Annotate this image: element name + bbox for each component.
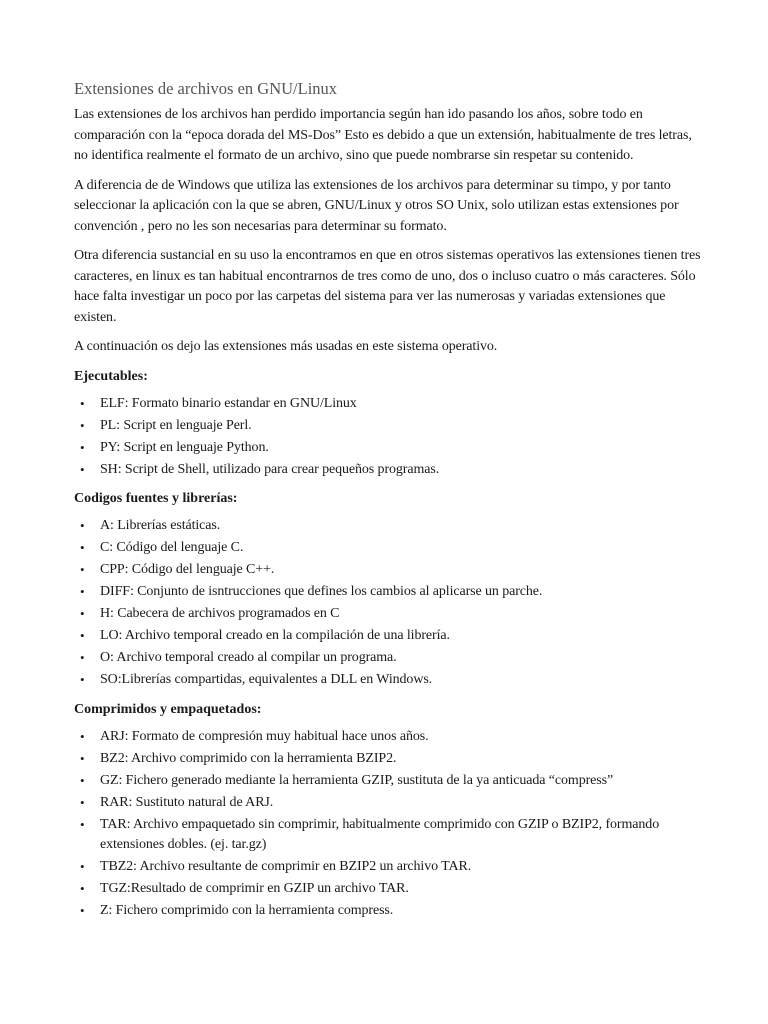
- bullet-icon: •: [80, 439, 85, 455]
- paragraph-character-length: Otra diferencia sustancial en su uso la encontramos en que en otros sistemas operativos las extensiones tienen tres caracteres, en linux es tan habitual encontrarnos de tres como de uno, dos o incluso cuatro o más caracteres. Sólo hace falta investigar un poco por las carpetas del sistema para ver las numerosas y variadas extensiones que existen.: [74, 248, 701, 325]
- bullet-icon: •: [80, 903, 85, 918]
- list-item: • SO:Librerías compartidas, equivalentes a DLL en Windows.: [74, 670, 704, 691]
- list-executables: [74, 394, 704, 481]
- list-item: • GZ: Fichero generado mediante la herramienta GZIP, sustituta de la ya anticuada “compress”: [74, 771, 704, 792]
- list-item: • SH: Script de Shell, utilizado para crear pequeños programas.: [74, 460, 704, 481]
- list-item: • CPP: Código del lenguaje C++.: [74, 560, 704, 581]
- bullet-icon: •: [80, 562, 85, 577]
- document-title: Extensiones de archivos en GNU/Linux: [74, 79, 338, 98]
- section-heading-compressed: Comprimidos y empaquetados:: [74, 701, 262, 717]
- paragraph-windows-comparison: A diferencia de de Windows que utiliza las extensiones de los archivos para determinar su timpo, y por tanto seleccionar la aplicación con la que se abren, GNU/Linux y otros SO Unix, solo utilizan estas extensiones por convención , pero no les son necesarias para determinar su formato.: [74, 177, 679, 234]
- section-heading-executables: Ejecutables:: [74, 368, 148, 384]
- list-item: • TBZ2: Archivo resultante de comprimir en BZIP2 un archivo TAR.: [74, 857, 704, 878]
- list-item: • TAR: Archivo empaquetado sin comprimir, habitualmente comprimido con GZIP o BZIP2, formando extensiones dobles. (ej. tar.gz): [80, 816, 660, 852]
- bullet-icon: •: [80, 772, 85, 788]
- list-item: • DIFF: Conjunto de isntrucciones que defines los cambios al aplicarse un parche.: [74, 582, 704, 603]
- bullet-icon: •: [80, 518, 85, 533]
- bullet-icon: •: [80, 859, 85, 874]
- bullet-icon: •: [80, 728, 85, 744]
- list-item: • H: Cabecera de archivos programados en C: [74, 604, 704, 625]
- bullet-icon: •: [80, 417, 85, 433]
- section-heading-source-code: Codigos fuentes y librerías:: [74, 491, 238, 506]
- bullet-icon: •: [80, 628, 85, 643]
- bullet-icon: •: [80, 650, 85, 665]
- list-item: • BZ2: Archivo comprimido con la herramienta BZIP2.: [74, 749, 704, 770]
- paragraph-list-intro: A continuación os dejo las extensiones más usadas en este sistema operativo.: [74, 339, 498, 354]
- list-item: • TGZ:Resultado de comprimir en GZIP un archivo TAR.: [74, 879, 704, 900]
- list-item: • A: Librerías estáticas.: [74, 516, 704, 537]
- list-compressed: [74, 727, 704, 922]
- list-item: • PY: Script en lenguaje Python.: [74, 438, 704, 459]
- list-item: • O: Archivo temporal creado al compilar un programa.: [74, 648, 704, 669]
- list-item: • PL: Script en lenguaje Perl.: [74, 416, 704, 437]
- list-item: • C: Código del lenguaje C.: [74, 538, 704, 559]
- paragraph-intro: Las extensiones de los archivos han perdido importancia según han ido pasando los años, sobre todo en comparación con la “epoca dorada del MS-Dos” Esto es debido a que un extensión, habitualmente de tres letras, no identifica realmente el formato de un archivo, sino que puede nombrarse sin respetar su contenido.: [74, 107, 692, 163]
- bullet-icon: •: [80, 395, 85, 411]
- bullet-icon: •: [80, 816, 85, 832]
- bullet-icon: •: [80, 606, 85, 621]
- list-item: • ARJ: Formato de compresión muy habitual hace unos años.: [74, 727, 704, 748]
- list-item: • LO: Archivo temporal creado en la compilación de una librería.: [74, 626, 704, 647]
- bullet-icon: •: [80, 750, 85, 766]
- list-item: • ELF: Formato binario estandar en GNU/Linux: [74, 394, 704, 415]
- bullet-icon: •: [80, 881, 85, 896]
- bullet-icon: •: [80, 672, 85, 687]
- bullet-icon: •: [80, 461, 85, 477]
- document-page: [74, 78, 704, 931]
- list-item: • Z: Fichero comprimido con la herramienta compress.: [74, 901, 704, 922]
- list-item: • RAR: Sustituto natural de ARJ.: [74, 793, 704, 814]
- list-source-code: [74, 516, 704, 691]
- bullet-icon: •: [80, 584, 85, 599]
- bullet-icon: •: [80, 794, 85, 810]
- bullet-icon: •: [80, 540, 85, 555]
